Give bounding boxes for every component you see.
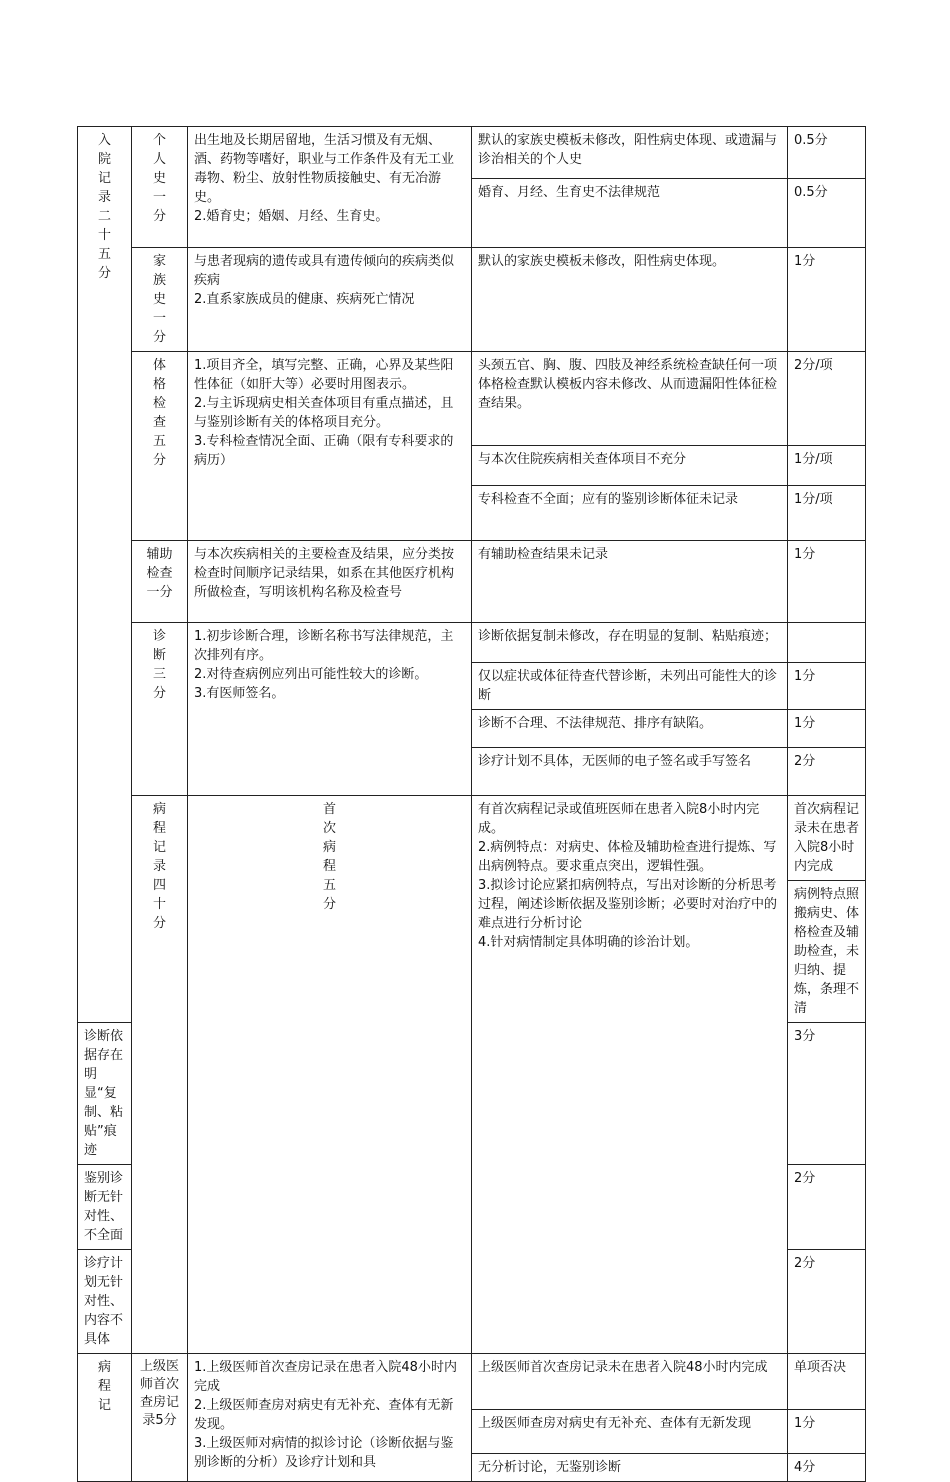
- deduction-cell: 有辅助检查结果未记录: [472, 541, 788, 623]
- category-label: 入院记录二十五分: [97, 133, 111, 281]
- requirement-text: 1.上级医师首次查房记录在患者入院48小时内完成: [194, 1360, 457, 1394]
- scoring-table: [77, 126, 866, 1482]
- requirements-cell: [188, 623, 472, 796]
- deduction-cell: 病例特点照搬病史、体格检查及辅助检查，未归纳、提炼，条理不清: [788, 881, 866, 1023]
- points-cell: 2分/项: [788, 352, 866, 446]
- requirement-text: 3.有医师签名。: [194, 686, 285, 701]
- requirement-text: 2.上级医师查房对病史有无补充、查体有无新发现。: [194, 1398, 454, 1432]
- requirement-text: 3.拟诊讨论应紧扣病例特点，写出对诊断的分析思考过程，阐述诊断依据及鉴别诊断；必要时对治疗中的难点进行分析讨论: [478, 878, 778, 931]
- requirement-text: 有首次病程记录或值班医师在患者入院8小时内完成。: [478, 802, 760, 836]
- deduction-cell: 无分析讨论，无鉴别诊断: [472, 1454, 788, 1482]
- table-row: [78, 796, 866, 881]
- requirements-cell: [188, 541, 472, 623]
- points-cell: 1分: [788, 1410, 866, 1454]
- points-cell: 1分: [788, 710, 866, 748]
- item-cell: [132, 623, 188, 796]
- deduction-cell: 与本次住院疾病相关查体项目不充分: [472, 446, 788, 486]
- deduction-cell: 默认的家族史模板未修改，阳性病史体现。: [472, 248, 788, 352]
- category-cell: [78, 1354, 132, 1482]
- deduction-cell: 诊断不合理、不法律规范、排序有缺陷。: [472, 710, 788, 748]
- requirement-text: 出生地及长期居留地，生活习惯及有无烟、酒、药物等嗜好，职业与工作条件及有无工业毒物、粉尘、放射性物质接触史、有无冶游史。: [194, 133, 455, 205]
- deduction-cell: 诊断依据复制未修改，存在明显的复制、粘贴痕迹；: [472, 623, 788, 663]
- points-cell: 2分: [788, 1165, 866, 1250]
- requirement-text: 3.专科检查情况全面、正确（限有专科要求的病历）: [194, 434, 454, 468]
- requirement-text: 2.病例特点：对病史、体检及辅助检查进行提炼、写出病例特点。要求重点突出，逻辑性强。: [478, 840, 777, 874]
- points-cell: 4分: [788, 1454, 866, 1482]
- deduction-cell: 上级医师首次查房记录未在患者入院48小时内完成: [472, 1354, 788, 1410]
- deduction-cell: 鉴别诊断无针对性、不全面: [78, 1165, 132, 1250]
- table-row: [78, 248, 866, 352]
- item-label: 辅助检查一分: [146, 547, 173, 600]
- category-label: 病程记录四十分: [152, 802, 166, 931]
- requirement-text: 与本次疾病相关的主要检查及结果，应分类按检查时间顺序记录结果，如系在其他医疗机构所做检查，写明该机构名称及检查号: [194, 547, 455, 600]
- points-cell: [788, 623, 866, 663]
- points-cell: 0.5分: [788, 127, 866, 179]
- requirements-cell: [188, 352, 472, 541]
- item-label: 家族史一分: [152, 254, 166, 345]
- points-cell: 0.5分: [788, 179, 866, 248]
- table-row: [78, 541, 866, 623]
- table-row: [78, 127, 866, 179]
- points-cell: 1分: [788, 663, 866, 710]
- table-row: [78, 623, 866, 663]
- deduction-cell: 头颈五官、胸、腹、四肢及神经系统检查缺任何一项体格检查默认模板内容未修改、从而遗漏阳性体征检查结果。: [472, 352, 788, 446]
- item-cell: [188, 796, 472, 1354]
- requirements-cell: [188, 127, 472, 248]
- points-cell: 1分: [788, 541, 866, 623]
- requirement-text: 2.婚育史；婚姻、月经、生育史。: [194, 209, 389, 224]
- item-label: 个人史一分: [152, 133, 166, 224]
- deduction-cell: 仅以症状或体征待查代替诊断，未列出可能性大的诊断: [472, 663, 788, 710]
- points-cell: 1分/项: [788, 486, 866, 541]
- points-cell: 3分: [788, 1023, 866, 1165]
- deduction-cell: 诊疗计划无针对性、内容不具体: [78, 1250, 132, 1354]
- requirement-text: 2.与主诉现病史相关查体项目有重点描述，且与鉴别诊断有关的体格项目充分。: [194, 396, 454, 430]
- points-cell: 1分/项: [788, 446, 866, 486]
- item-label: 体格检查五分: [152, 358, 166, 468]
- table-row: [78, 1354, 866, 1410]
- requirement-text: 1.初步诊断合理，诊断名称书写法律规范，主次排列有序。: [194, 629, 454, 663]
- item-label: 诊断三分: [152, 629, 166, 701]
- points-cell: 2分: [788, 748, 866, 796]
- requirements-cell: [472, 796, 788, 1354]
- requirement-text: 1.项目齐全，填写完整、正确，心界及某些阳性体征（如肝大等）必要时用图表示。: [194, 358, 454, 392]
- category-cell: [78, 127, 132, 1023]
- requirements-cell: [188, 1354, 472, 1482]
- requirement-text: 3.上级医师对病情的拟诊讨论（诊断依据与鉴别诊断的分析）及诊疗计划和具: [194, 1436, 454, 1470]
- item-cell: [132, 248, 188, 352]
- item-cell: [132, 352, 188, 541]
- item-cell: [132, 1354, 188, 1482]
- deduction-cell: 诊疗计划不具体，无医师的电子签名或手写签名: [472, 748, 788, 796]
- requirement-text: 与患者现病的遗传或具有遗传倾向的疾病类似疾病: [194, 254, 455, 288]
- deduction-cell: 专科检查不全面；应有的鉴别诊断体征未记录: [472, 486, 788, 541]
- requirements-cell: [188, 248, 472, 352]
- item-cell: [132, 541, 188, 623]
- category-label: 病程记: [97, 1360, 111, 1413]
- requirement-text: 2.直系家族成员的健康、疾病死亡情况: [194, 292, 415, 307]
- points-cell: 1分: [788, 248, 866, 352]
- requirement-text: 2.对待查病例应列出可能性较大的诊断。: [194, 667, 428, 682]
- deduction-cell: 诊断依据存在明显“复制、粘贴”痕迹: [78, 1023, 132, 1165]
- item-label: 首次病程五分: [322, 802, 336, 912]
- item-label: 上级医师首次查房记录5分: [139, 1359, 179, 1428]
- category-cell: [132, 796, 188, 1354]
- points-cell: 2分: [788, 1250, 866, 1354]
- deduction-cell: 首次病程记录未在患者入院8小时内完成: [788, 796, 866, 881]
- table-row: [78, 352, 866, 446]
- points-cell: 单项否决: [788, 1354, 866, 1410]
- deduction-cell: 上级医师查房对病史有无补充、查体有无新发现: [472, 1410, 788, 1454]
- deduction-cell: 婚育、月经、生育史不法律规范: [472, 179, 788, 248]
- deduction-cell: 默认的家族史模板未修改，阳性病史体现、或遗漏与诊治相关的个人史: [472, 127, 788, 179]
- requirement-text: 4.针对病情制定具体明确的诊治计划。: [478, 935, 699, 950]
- item-cell: [132, 127, 188, 248]
